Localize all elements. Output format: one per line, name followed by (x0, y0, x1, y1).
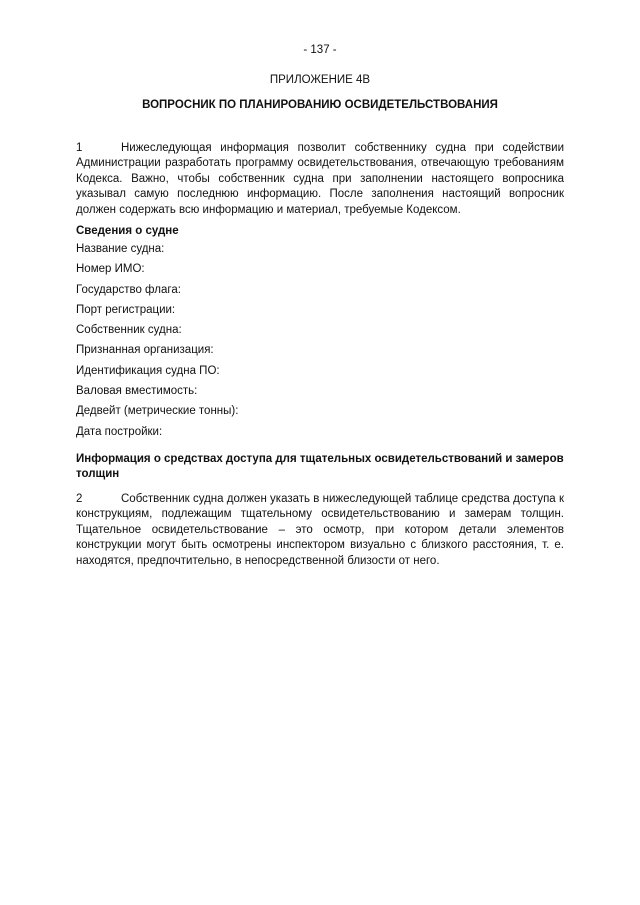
field-gross-tonnage: Валовая вместимость: (76, 385, 198, 398)
field-port-of-registry: Порт регистрации: (76, 303, 176, 316)
ship-info-heading: Сведения о судне (76, 225, 179, 237)
paragraph-1-number: 1 (76, 142, 83, 154)
ship-info-fields (76, 242, 238, 445)
access-info-heading: Информация о средствах доступа для тщательных освидетельствований и замеров толщин (76, 453, 564, 480)
paragraph-2-number: 2 (76, 493, 83, 505)
field-recognized-organization: Признанная организация: (76, 344, 214, 357)
paragraph-1-text: Нижеследующая информация позволит собственнику судна при содействии Администрации разработать программу освидетельствования, отвечающую требованиям Кодекса. Важно, чтобы собственник судна при заполнении настоящего вопросника указывал самую последнюю информацию. После заполнения настоящий вопросник должен содержать всю информацию и материал, требуемые Кодексом. (76, 142, 564, 216)
page-number: - 137 - (303, 44, 337, 56)
paragraph-1 (76, 141, 564, 218)
field-date-of-build: Дата постройки: (76, 425, 163, 438)
paragraph-2-text: Собственник судна должен указать в нижеследующей таблице средства доступа к конструкциям, подлежащим тщательному освидетельствованию и замерам толщин. Тщательное освидетельствование – это осмотр, при котором детали элементов конструкции могут быть осмотрены инспектором визуально с близкого расстояния, т. е. находятся, предпочтительно, в непосредственной близости от него. (76, 493, 564, 567)
annex-label: ПРИЛОЖЕНИЕ 4В (269, 74, 371, 86)
field-ship-name: Название судна: (76, 243, 165, 255)
field-ship-owner: Собственник судна: (76, 324, 182, 337)
field-deadweight: Дедвейт (метрические тонны): (76, 405, 239, 418)
document-title: ВОПРОСНИК ПО ПЛАНИРОВАНИЮ ОСВИДЕТЕЛЬСТВОВАНИЯ (142, 99, 498, 111)
field-imo-number: Номер ИМО: (76, 263, 145, 276)
paragraph-2 (76, 492, 564, 569)
field-ship-identification: Идентификация судна ПО: (76, 364, 220, 377)
field-flag-state: Государство флага: (76, 283, 181, 296)
